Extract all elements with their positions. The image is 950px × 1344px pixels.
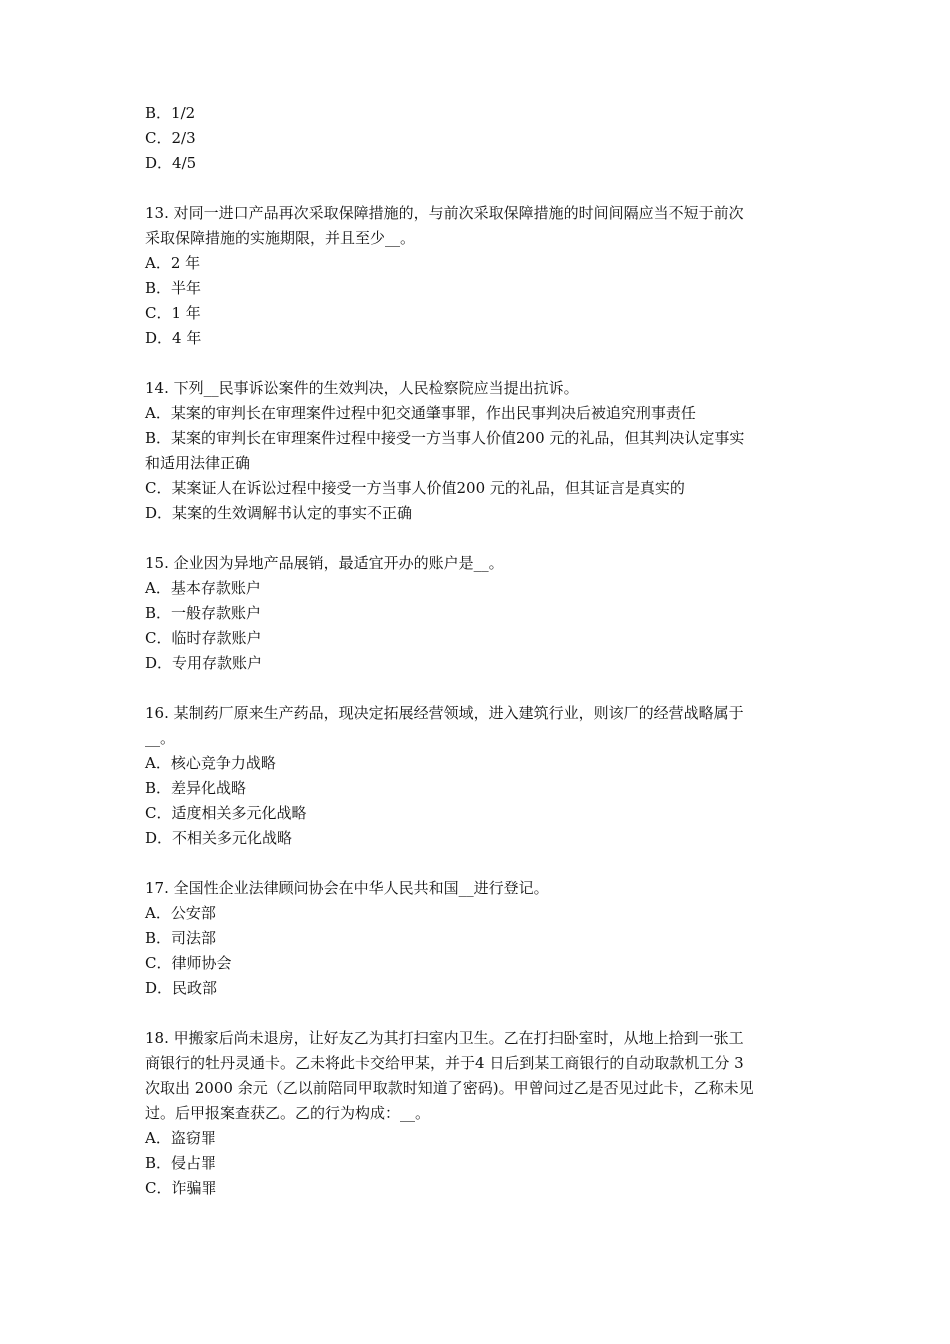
question-14 bbox=[145, 376, 820, 526]
option-line: C．诈骗罪 bbox=[145, 1179, 217, 1197]
question-12-tail bbox=[145, 101, 820, 176]
question-stem-line: 17. 全国性企业法律顾问协会在中华人民共和国__进行登记。 bbox=[145, 879, 549, 897]
question-stem-line: 16. 某制药厂原来生产药品，现决定拓展经营领域，进入建筑行业，则该厂的经营战略属于 bbox=[145, 704, 744, 722]
option-line: B．司法部 bbox=[145, 929, 217, 947]
option-line: B．1/2 bbox=[145, 104, 196, 122]
option-line: D．4 年 bbox=[145, 329, 202, 347]
option-line: C．1 年 bbox=[145, 304, 201, 322]
question-stem-line: __。 bbox=[145, 729, 176, 747]
question-stem-line: 次取出 2000 余元（乙以前陪同甲取款时知道了密码)。甲曾问过乙是否见过此卡，乙称未见 bbox=[145, 1079, 754, 1097]
option-line: B．差异化战略 bbox=[145, 779, 247, 797]
option-line: A．某案的审判长在审理案件过程中犯交通肇事罪，作出民事判决后被追究刑事责任 bbox=[145, 404, 696, 422]
question-13 bbox=[145, 201, 820, 351]
option-line: D．民政部 bbox=[145, 979, 218, 997]
question-stem-line: 13. 对同一进口产品再次采取保障措施的，与前次采取保障措施的时间间隔应当不短于前次 bbox=[145, 204, 744, 222]
option-line: A．核心竞争力战略 bbox=[145, 754, 276, 772]
option-line: D．4/5 bbox=[145, 154, 197, 172]
option-line: 和适用法律正确 bbox=[145, 454, 251, 472]
option-line: A．公安部 bbox=[145, 904, 216, 922]
question-stem-line: 过。后甲报案查获乙。乙的行为构成：__。 bbox=[145, 1104, 431, 1122]
option-line: B．半年 bbox=[145, 279, 202, 297]
question-stem-line: 14. 下列__民事诉讼案件的生效判决，人民检察院应当提出抗诉。 bbox=[145, 379, 579, 397]
option-line: A．2 年 bbox=[145, 254, 201, 272]
question-18 bbox=[145, 1026, 820, 1201]
question-stem-line: 商银行的牡丹灵通卡。乙未将此卡交给甲某，并于4 日后到某工商银行的自动取款机工分 3 bbox=[145, 1054, 744, 1072]
option-line: C．适度相关多元化战略 bbox=[145, 804, 307, 822]
question-stem-line: 18. 甲搬家后尚未退房，让好友乙为其打扫室内卫生。乙在打扫卧室时，从地上拾到一张工 bbox=[145, 1029, 744, 1047]
question-stem-line: 采取保障措施的实施期限，并且至少__。 bbox=[145, 229, 416, 247]
question-15 bbox=[145, 551, 820, 676]
option-line: B．某案的审判长在审理案件过程中接受一方当事人价值200 元的礼品，但其判决认定事实 bbox=[145, 429, 745, 447]
question-stem-line: 15. 企业因为异地产品展销，最适宜开办的账户是__。 bbox=[145, 554, 504, 572]
option-line: D．某案的生效调解书认定的事实不正确 bbox=[145, 504, 413, 522]
option-line: A．盗窃罪 bbox=[145, 1129, 216, 1147]
option-line: D．专用存款账户 bbox=[145, 654, 263, 672]
document-content bbox=[145, 101, 820, 1201]
option-line: C．律师协会 bbox=[145, 954, 232, 972]
question-16 bbox=[145, 701, 820, 851]
question-17 bbox=[145, 876, 820, 1001]
option-line: B．一般存款账户 bbox=[145, 604, 262, 622]
option-line: C．2/3 bbox=[145, 129, 196, 147]
option-line: C．临时存款账户 bbox=[145, 629, 262, 647]
option-line: C．某案证人在诉讼过程中接受一方当事人价值200 元的礼品，但其证言是真实的 bbox=[145, 479, 685, 497]
option-line: A．基本存款账户 bbox=[145, 579, 261, 597]
option-line: B．侵占罪 bbox=[145, 1154, 217, 1172]
option-line: D．不相关多元化战略 bbox=[145, 829, 293, 847]
